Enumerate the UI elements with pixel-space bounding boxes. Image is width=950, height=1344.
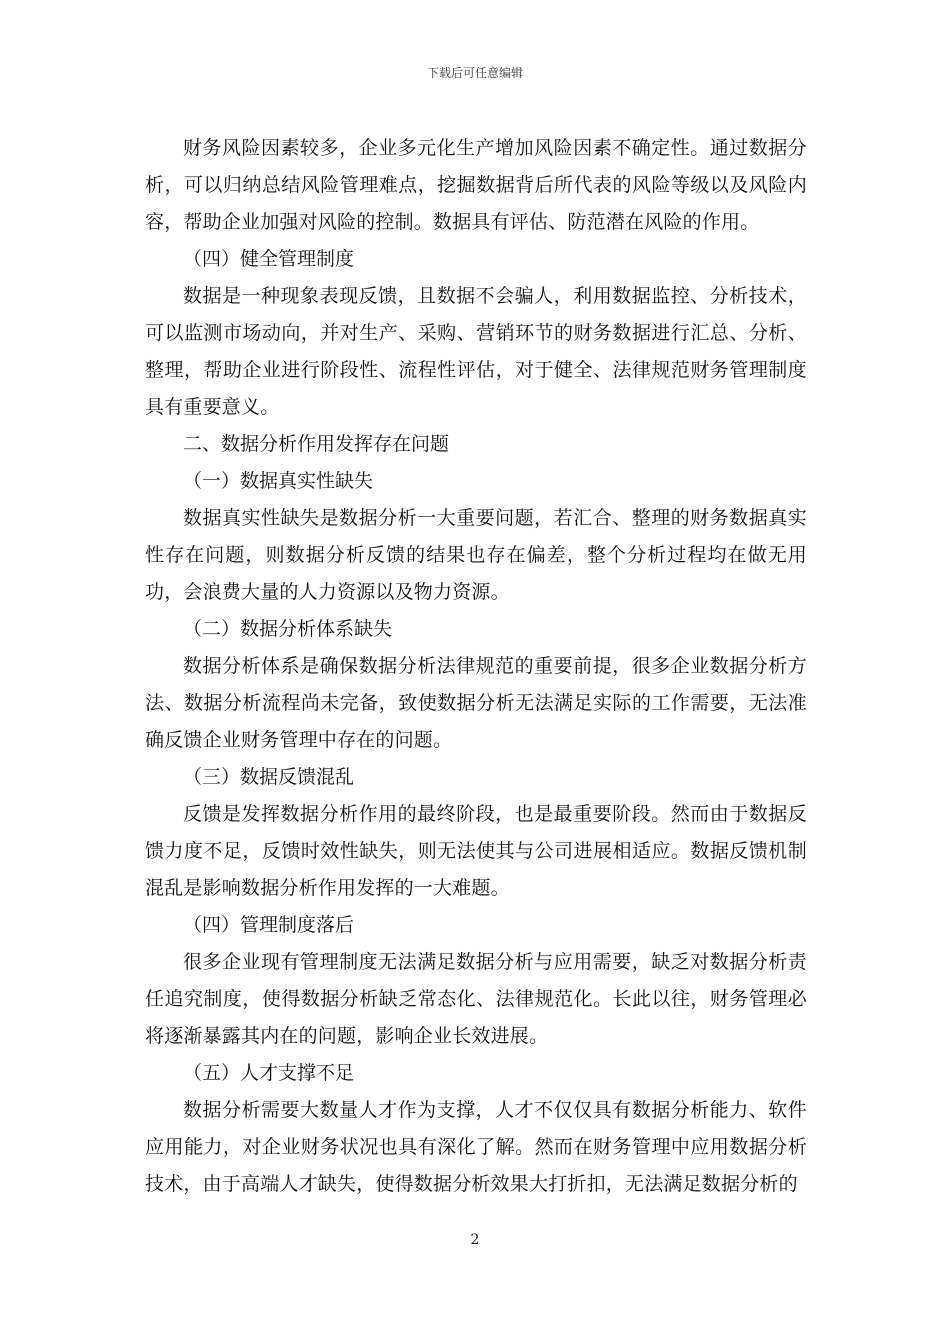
page-header: 下载后可任意编辑 xyxy=(426,66,523,80)
section-heading-4-management-system: （四）健全管理制度 xyxy=(183,248,355,270)
chapter-heading-problems: 二、数据分析作用发挥存在问题 xyxy=(183,433,450,455)
paragraph-authenticity: 数据真实性缺失是数据分析一大重要问题，若汇合、整理的财务数据真实性存在问题，则数据分析反馈的结果也存在偏差，整个分析过程均在做无用功，会浪费大量的人力资源以及物力资源。 xyxy=(145,507,807,603)
paragraph-feedback: 反馈是发挥数据分析作用的最终阶段，也是最重要阶段。然而由于数据反馈力度不足，反馈时效性缺失，则无法使其与公司进展相适应。数据反馈机制混乱是影响数据分析作用发挥的一大难题。 xyxy=(145,803,807,899)
section-heading-2-system: （二）数据分析体系缺失 xyxy=(183,618,393,640)
paragraph-talent: 数据分析需要大数量人才作为支撑，人才不仅仅具有数据分析能力、软件应用能力，对企业财务状况也具有深化了解。然而在财务管理中应用数据分析技术，由于高端人才缺失，使得数据分析效果大打折扣，无法满足数据分析的 xyxy=(145,1099,807,1195)
document-body xyxy=(145,130,807,1203)
paragraph-outdated: 很多企业现有管理制度无法满足数据分析与应用需要，缺乏对数据分析责任追究制度，使得数据分析缺乏常态化、法律规范化。长此以往，财务管理必将逐渐暴露其内在的问题，影响企业长效进展。 xyxy=(145,951,807,1047)
paragraph-data-feedback: 数据是一种现象表现反馈，且数据不会骗人，利用数据监控、分析技术，可以监测市场动向，并对生产、采购、营销环节的财务数据进行汇总、分析、整理，帮助企业进行阶段性、流程性评估，对于健全、法律规范财务管理制度具有重要意义。 xyxy=(145,285,807,418)
section-heading-1-authenticity: （一）数据真实性缺失 xyxy=(183,470,374,492)
section-heading-3-feedback: （三）数据反馈混乱 xyxy=(183,766,355,788)
section-heading-5-talent: （五）人才支撑不足 xyxy=(183,1062,355,1084)
paragraph-system: 数据分析体系是确保数据分析法律规范的重要前提，很多企业数据分析方法、数据分析流程尚未完备，致使数据分析无法满足实际的工作需要，无法准确反馈企业财务管理中存在的问题。 xyxy=(145,655,807,751)
paragraph-risk-factors: 财务风险因素较多，企业多元化生产增加风险因素不确定性。通过数据分析，可以归纳总结风险管理难点，挖掘数据背后所代表的风险等级以及风险内容，帮助企业加强对风险的控制。数据具有评估、防范潜在风险的作用。 xyxy=(145,137,807,233)
section-heading-4-outdated: （四）管理制度落后 xyxy=(183,914,355,936)
page-number: 2 xyxy=(470,1232,480,1248)
